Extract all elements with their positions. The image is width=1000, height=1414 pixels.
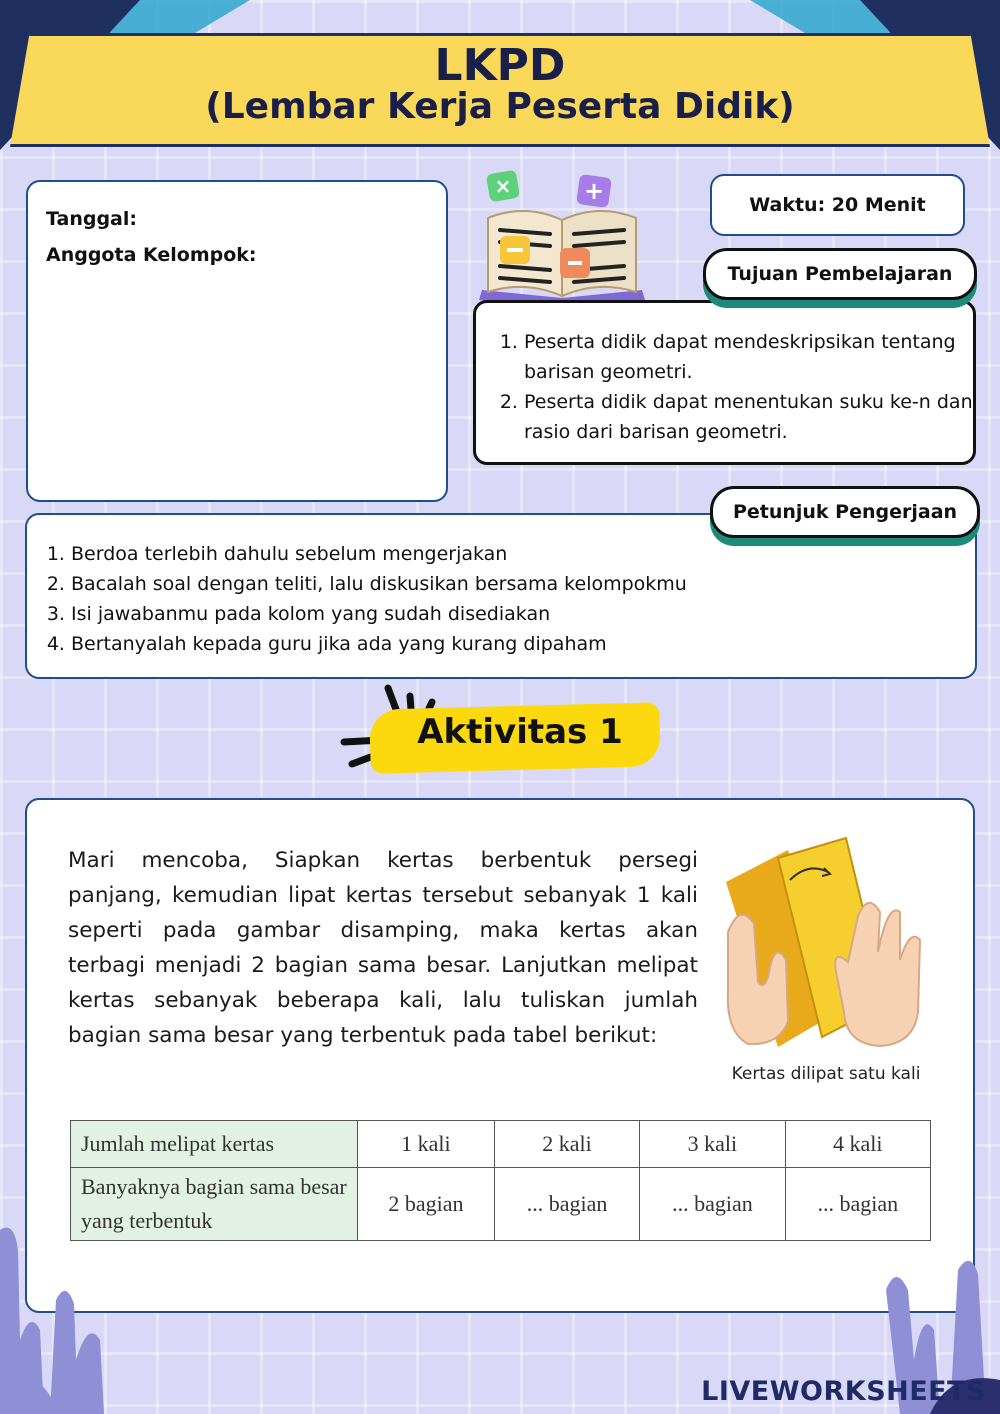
objectives-card — [473, 300, 976, 465]
list-item: 1. Peserta didik dapat mendeskripsikan tentang barisan geometri. — [524, 327, 984, 387]
folding-paper-hands-illustration — [718, 832, 938, 1054]
answer-cell[interactable]: ... bagian — [494, 1168, 639, 1241]
coral-decoration-left — [0, 1220, 130, 1414]
answer-cell[interactable]: ... bagian — [785, 1168, 930, 1241]
instructions-list — [45, 539, 687, 659]
answer-cell[interactable]: ... bagian — [640, 1168, 785, 1241]
folding-table — [70, 1120, 931, 1241]
liveworksheets-logo: LIVEWORKSHEETS — [701, 1376, 986, 1407]
table-cell: 2 kali — [494, 1121, 639, 1168]
table-header-cell: Banyaknya bagian sama besar yang terbentuk — [71, 1168, 358, 1241]
anggota-kelompok-label: Anggota Kelompok: — [46, 244, 257, 266]
image-caption: Kertas dilipat satu kali — [731, 1064, 921, 1084]
list-item: 2. Bacalah soal dengan teliti, lalu diskusikan bersama kelompokmu — [71, 569, 687, 599]
table-cell: 2 bagian — [358, 1168, 495, 1241]
table-cell: 4 kali — [785, 1121, 930, 1168]
table-cell: 1 kali — [358, 1121, 495, 1168]
svg-text:+: + — [583, 177, 605, 205]
table-row — [71, 1168, 931, 1241]
page-title: LKPD — [434, 40, 566, 91]
table-header-cell: Jumlah melipat kertas — [71, 1121, 358, 1168]
group-info-card — [26, 180, 448, 502]
list-item: 3. Isi jawabanmu pada kolom yang sudah disediakan — [71, 599, 687, 629]
activity-title: Aktivitas 1 — [417, 712, 623, 752]
time-box: Waktu: 20 Menit — [710, 174, 965, 236]
objectives-heading: Tujuan Pembelajaran — [703, 248, 977, 300]
list-item: 1. Berdoa terlebih dahulu sebelum mengerjakan — [71, 539, 687, 569]
activity-instructions: Mari mencoba, Siapkan kertas berbentuk persegi panjang, kemudian lipat kertas tersebut sebanyak 1 kali seperti pada gambar disamping, maka kertas akan terbagi menjadi 2 bagian sama besar. Lanjutkan melipat kertas sebanyak beberapa kali, lalu tuliskan jumlah bagian sama besar yang terbentuk pada tabel berikut: — [68, 848, 698, 1048]
book-icon — [470, 168, 655, 318]
list-item: 4. Bertanyalah kepada guru jika ada yang kurang dipaham — [71, 629, 687, 659]
tanggal-label: Tanggal: — [46, 208, 137, 230]
table-row — [71, 1121, 931, 1168]
page-subtitle: (Lembar Kerja Peserta Didik) — [205, 86, 795, 127]
svg-text:×: × — [494, 174, 512, 198]
instructions-heading: Petunjuk Pengerjaan — [710, 486, 980, 538]
list-item: 2. Peserta didik dapat menentukan suku ke-n dan rasio dari barisan geometri. — [524, 387, 984, 447]
table-cell: 3 kali — [640, 1121, 785, 1168]
objectives-list — [498, 327, 984, 447]
